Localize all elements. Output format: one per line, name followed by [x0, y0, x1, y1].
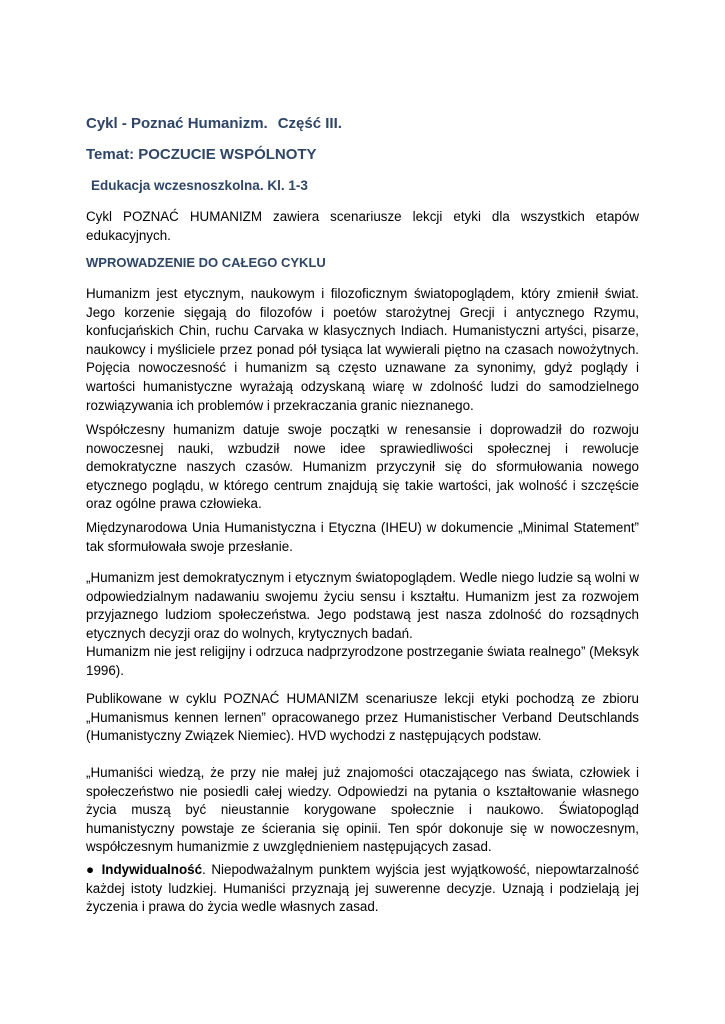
bullet-icon: ●	[86, 862, 96, 877]
topic-heading: Temat: POCZUCIE WSPÓLNOTY	[86, 146, 317, 163]
intro-paragraph: Cykl POZNAĆ HUMANIZM zawiera scenariusze lekcji etyki dla wszystkich etapów edukacyjnych.	[86, 209, 639, 243]
paragraph-humanism-worldview: Humanizm jest etycznym, naukowym i filozoficznym światopoglądem, który zmienił świat. Jego korzenie sięgają do filozofów i poetów starożytnej Grecji i antycznego Rzymu, konfucjańskich Chin, ruchu Carvaka w klasycznych Indiach. Humanistyczni artyści, pisarze, naukowcy i myśliciele przez ponad pół tysiąca lat wywierali piętno na czasach nowożytnych. Pojęcia nowoczesność i humanizm są często uznawane za synonimy, gdyż poglądy i wartości humanistyczne wyrażają odzyskaną wiarę w zdolność ludzi do samodzielnego rozwiązywania ich problemów i przekraczania granic nieznanego.	[86, 286, 639, 413]
paragraph-modern-humanism: Współczesny humanizm datuje swoje początki w renesansie i doprowadził do rozwoju nowoczesnej nauki, wzbudził nowe idee sprawiedliwości społecznej i rewolucje demokratyczne naszych czasów. Humanizm przyczynił się do sformułowania nowego etycznego poglądu, w którego centrum znajdują się takie wartości, jak wolność i szczęście oraz ogólne prawa człowieka.	[86, 422, 639, 512]
quote-part-1: „Humanizm jest demokratycznym i etycznym światopoglądem. Wedle niego ludzie są wolni w odpowiedzialnym nadawaniu swojemu życiu sensu i kształtu. Humanizm jest za rozwojem przyjaznego ludziom społeczeństwa. Jego podstawą jest nasza zdolność do rozsądnych etycznych decyzji oraz do wolnych, krytycznych badań.	[86, 570, 639, 641]
cycle-part: Część III.	[277, 115, 342, 132]
education-level: Edukacja wczesnoszkolna. Kl. 1-3	[91, 178, 308, 193]
cycle-title: Cykl - Poznać Humanizm.	[86, 115, 268, 132]
paragraph-humanists-know: „Humaniści wiedzą, że przy nie małej już znajomości otaczającego nas świata, człowiek i społeczeństwo nie posiedli całej wiedzy. Odpowiedzi na pytania o kształtowanie własnego życia muszą być nieustannie korygowane społecznie i naukowo. Światopogląd humanistyczny powstaje ze ścierania się opinii. Ten spór dokonuje się w nowoczesnym, współczesnym humanizmie z uwzględnieniem następujących zasad.	[86, 765, 639, 855]
section-heading: WPROWADZENIE DO CAŁEGO CYKLU	[86, 255, 326, 270]
paragraph-iheu: Międzynarodowa Unia Humanistyczna i Etyczna (IHEU) w dokumencie „Minimal Statement” tak sformułowała swoje przesłanie.	[86, 520, 639, 554]
quote-minimal-statement	[86, 569, 639, 681]
bullet-text: . Niepodważalnym punktem wyjścia jest wyjątkowość, niepowtarzalność każdej istoty ludzkiej. Humaniści przyznają jej suwerenne decyzje. Uznają i podzielają jej życzenia i prawa do życia wedle własnych zasad.	[86, 862, 639, 915]
cycle-heading	[86, 115, 342, 132]
bullet-term: Indywidualność	[101, 862, 203, 877]
paragraph-hvd: Publikowane w cyklu POZNAĆ HUMANIZM scenariusze lekcji etyki pochodzą ze zbioru „Humanismus kennen lernen” opracowanego przez Humanistischer Verband Deutschlands (Humanistyczny Związek Niemiec). HVD wychodzi z następujących podstaw.	[86, 691, 639, 744]
bullet-individuality	[86, 861, 639, 917]
quote-part-2: Humanizm nie jest religijny i odrzuca nadprzyrodzone postrzeganie świata realnego” (Meksyk 1996).	[86, 644, 639, 678]
